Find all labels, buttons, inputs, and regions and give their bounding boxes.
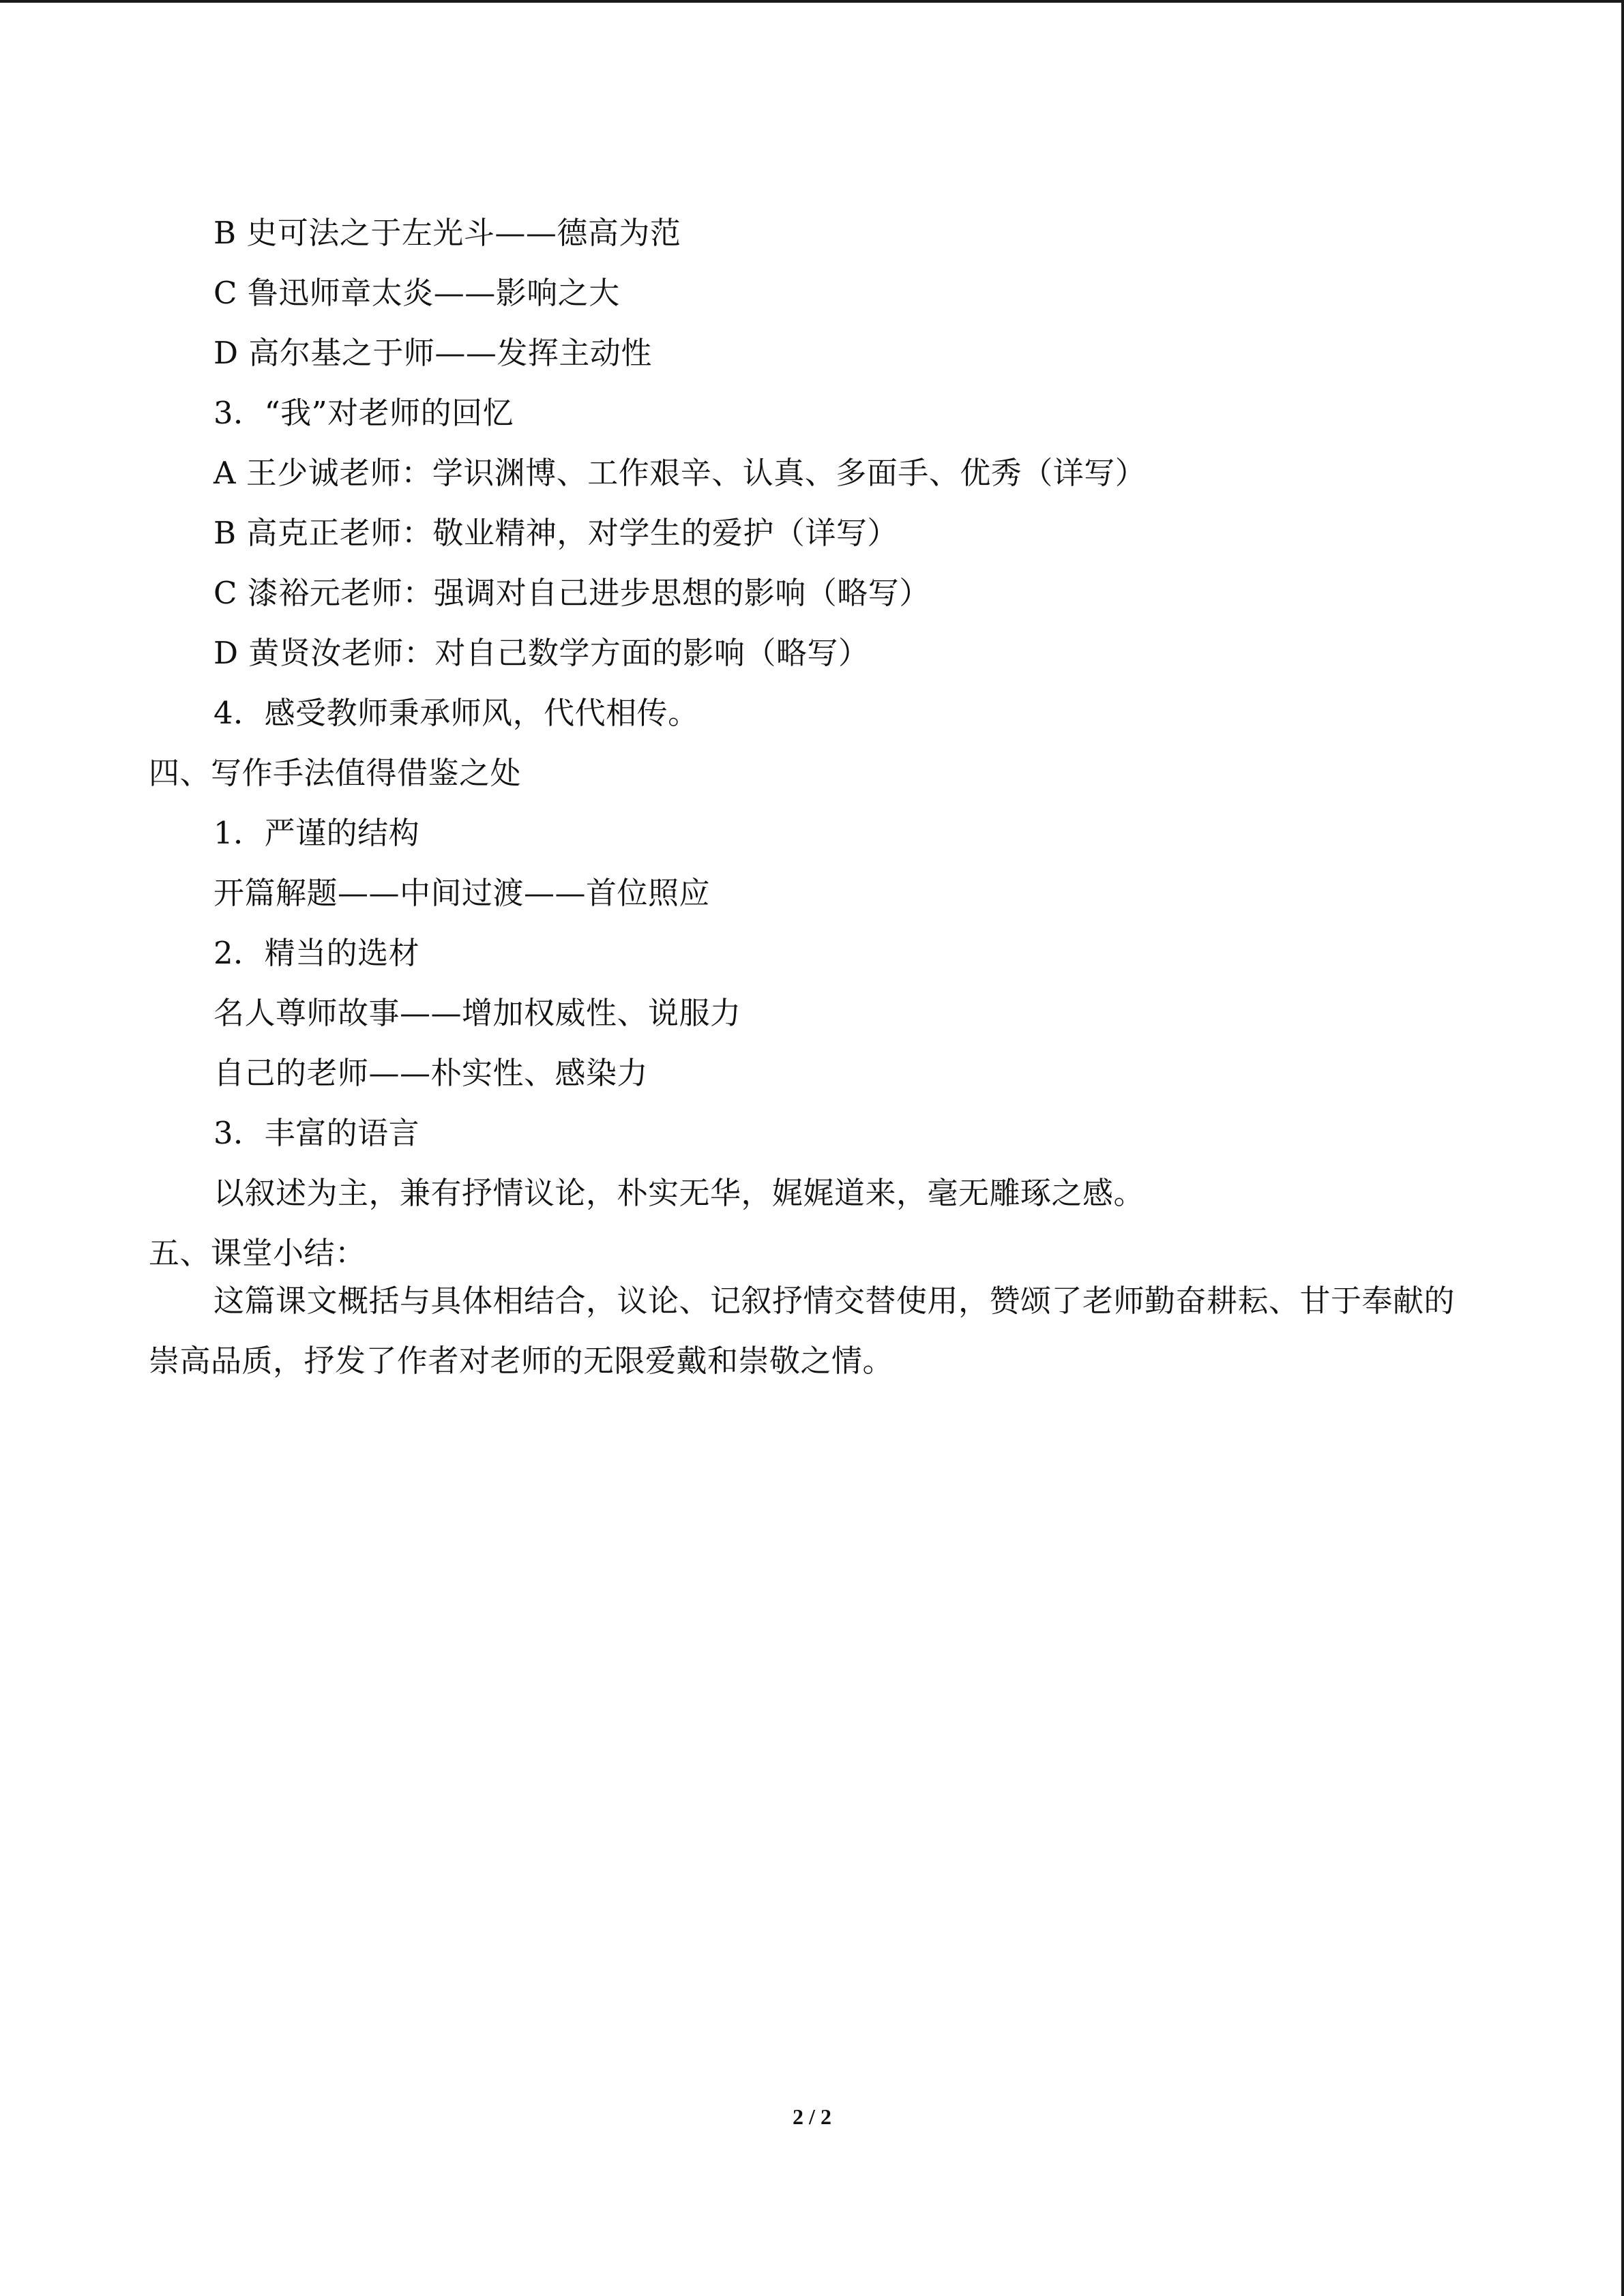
text-line: 3．丰富的语言 bbox=[213, 1115, 420, 1151]
text-line: D 高尔基之于师——发挥主动性 bbox=[213, 335, 652, 371]
text-line: B 史可法之于左光斗——德高为范 bbox=[213, 215, 681, 251]
text-line: B 高克正老师：敬业精神，对学生的爱护（详写） bbox=[213, 515, 898, 551]
text-line: C 漆裕元老师：强调对自己进步思想的影响（略写） bbox=[213, 575, 930, 611]
page-border-right bbox=[1621, 0, 1624, 2296]
text-line: 3．“我”对老师的回忆 bbox=[213, 395, 514, 431]
text-line: 1．严谨的结构 bbox=[213, 815, 420, 851]
section-heading: 五、课堂小结： bbox=[149, 1235, 366, 1271]
text-line: 开篇解题——中间过渡——首位照应 bbox=[213, 875, 711, 911]
text-line: 2．精当的选材 bbox=[213, 935, 420, 971]
summary-paragraph: 这篇课文概括与具体相结合，议论、记叙抒情交替使用，赞颂了老师勤奋耕耘、甘于奉献的崇高品质，抒发了作者对老师的无限爱戴和崇敬之情。 bbox=[149, 1283, 1456, 1379]
section-heading: 四、写作手法值得借鉴之处 bbox=[149, 755, 522, 791]
text-line: 4．感受教师秉承师风，代代相传。 bbox=[213, 695, 699, 731]
page-border-top bbox=[0, 0, 1624, 3]
text-line: C 鲁迅师章太炎——影响之大 bbox=[213, 275, 620, 311]
text-line: D 黄贤汝老师：对自己数学方面的影响（略写） bbox=[213, 635, 870, 671]
text-line: 名人尊师故事——增加权威性、说服力 bbox=[213, 995, 741, 1031]
text-line: A 王少诚老师：学识渊博、工作艰辛、认真、多面手、优秀（详写） bbox=[213, 455, 1147, 491]
text-line: 自己的老师——朴实性、感染力 bbox=[213, 1055, 649, 1091]
text-line: 以叙述为主，兼有抒情议论，朴实无华，娓娓道来，毫无雕琢之感。 bbox=[213, 1175, 1145, 1211]
page-number: 2 / 2 bbox=[793, 2104, 831, 2129]
